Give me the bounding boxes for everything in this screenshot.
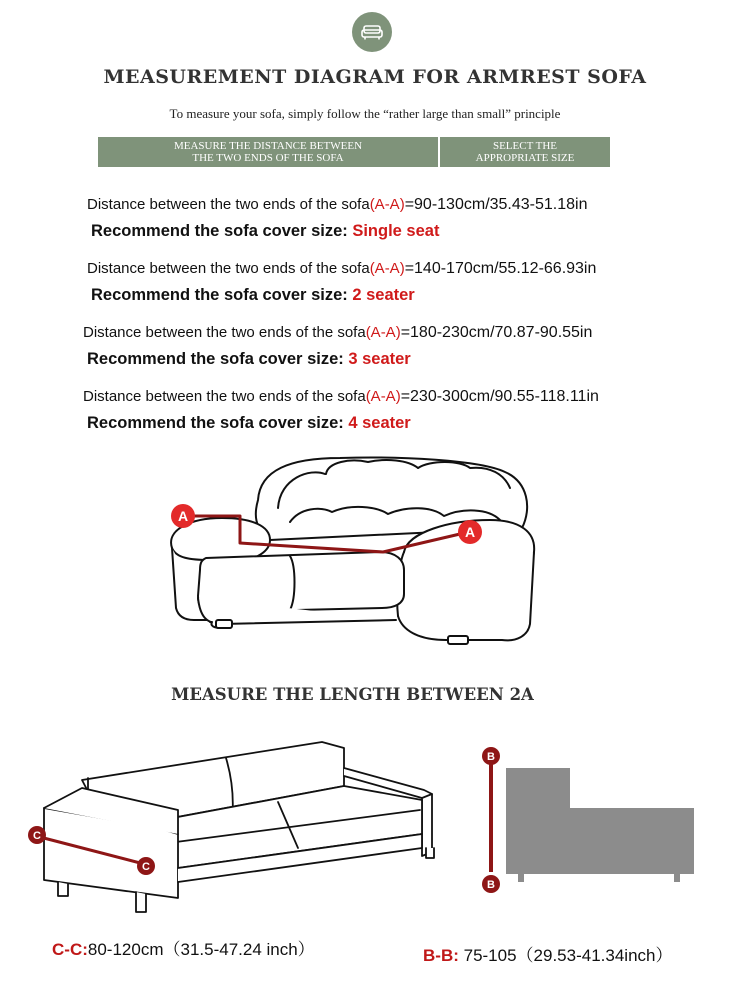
recommend-label: Recommend the sofa cover size: [91, 222, 353, 240]
distance-inch: /70.87-90.55in [490, 324, 593, 341]
recommend-line-4 [87, 414, 411, 433]
header-right-line2: APPROPRIATE SIZE [475, 152, 575, 164]
distance-inch: /90.55-118.11in [490, 388, 599, 405]
distance-code: (A-A) [369, 260, 405, 277]
distance-inch: /35.43-51.18in [485, 196, 588, 213]
distance-line-4 [83, 388, 599, 406]
distance-code: (A-A) [369, 196, 405, 213]
distance-prefix: Distance between the two ends of the sofa [87, 196, 370, 213]
recommend-label: Recommend the sofa cover size: [87, 414, 349, 432]
armrest-sofa-illustration [150, 448, 550, 648]
header-bar [98, 137, 610, 167]
recommend-line-3 [87, 350, 411, 369]
sofa-depth-illustration [28, 730, 448, 925]
distance-prefix: Distance between the two ends of the sofa [83, 388, 366, 405]
distance-cm: =230-300cm [400, 388, 491, 405]
recommend-size: 2 seater [352, 286, 415, 304]
marker-b-bottom-label: B [487, 879, 495, 891]
recommend-size: Single seat [352, 222, 440, 240]
header-right-line1: SELECT THE [492, 140, 558, 152]
marker-c-right-label: C [142, 861, 150, 873]
header-select-cell [440, 137, 610, 167]
header-left-line2: THE TWO ENDS OF THE SOFA [192, 152, 344, 164]
distance-code: (A-A) [365, 324, 401, 341]
sofa-icon [361, 24, 383, 40]
marker-c-left-label: C [33, 830, 41, 842]
marker-a-left-label: A [177, 508, 189, 524]
recommend-line-2 [91, 286, 415, 305]
page-title: MEASUREMENT DIAGRAM FOR ARMREST SOFA [103, 66, 647, 88]
distance-code: (A-A) [365, 388, 401, 405]
distance-prefix: Distance between the two ends of the sofa [83, 324, 366, 341]
page-subtitle: To measure your sofa, simply follow the “rather large than small” principle [169, 106, 561, 121]
bb-code: B-B: [423, 946, 459, 965]
cc-value: 80-120cm（31.5-47.24 inch） [87, 940, 315, 959]
sofa-height-illustration [474, 740, 714, 900]
marker-a-right-label: A [464, 524, 476, 540]
distance-cm: =180-230cm [400, 324, 491, 341]
bb-dimension [423, 941, 672, 966]
distance-cm: =90-130cm [404, 196, 486, 213]
marker-b-top-label: B [487, 751, 495, 763]
header-left-line1: MEASURE THE DISTANCE BETWEEN [173, 140, 363, 152]
recommend-size: 3 seater [348, 350, 411, 368]
recommend-line-1 [91, 222, 439, 241]
recommend-label: Recommend the sofa cover size: [87, 350, 349, 368]
recommend-label: Recommend the sofa cover size: [91, 286, 353, 304]
header-measure-cell [98, 137, 440, 167]
bb-value: 75-105（29.53-41.34inch） [458, 946, 673, 965]
brand-logo [352, 12, 392, 52]
recommend-size: 4 seater [348, 414, 411, 432]
distance-inch: /55.12-66.93in [494, 260, 597, 277]
distance-line-2 [87, 260, 596, 278]
cc-dimension [52, 935, 315, 960]
cc-code: C-C: [52, 940, 88, 959]
distance-cm: =140-170cm [404, 260, 495, 277]
distance-line-3 [83, 324, 592, 342]
distance-line-1 [87, 196, 588, 214]
measure-length-title: MEASURE THE LENGTH BETWEEN 2A [171, 685, 534, 704]
distance-prefix: Distance between the two ends of the sofa [87, 260, 370, 277]
